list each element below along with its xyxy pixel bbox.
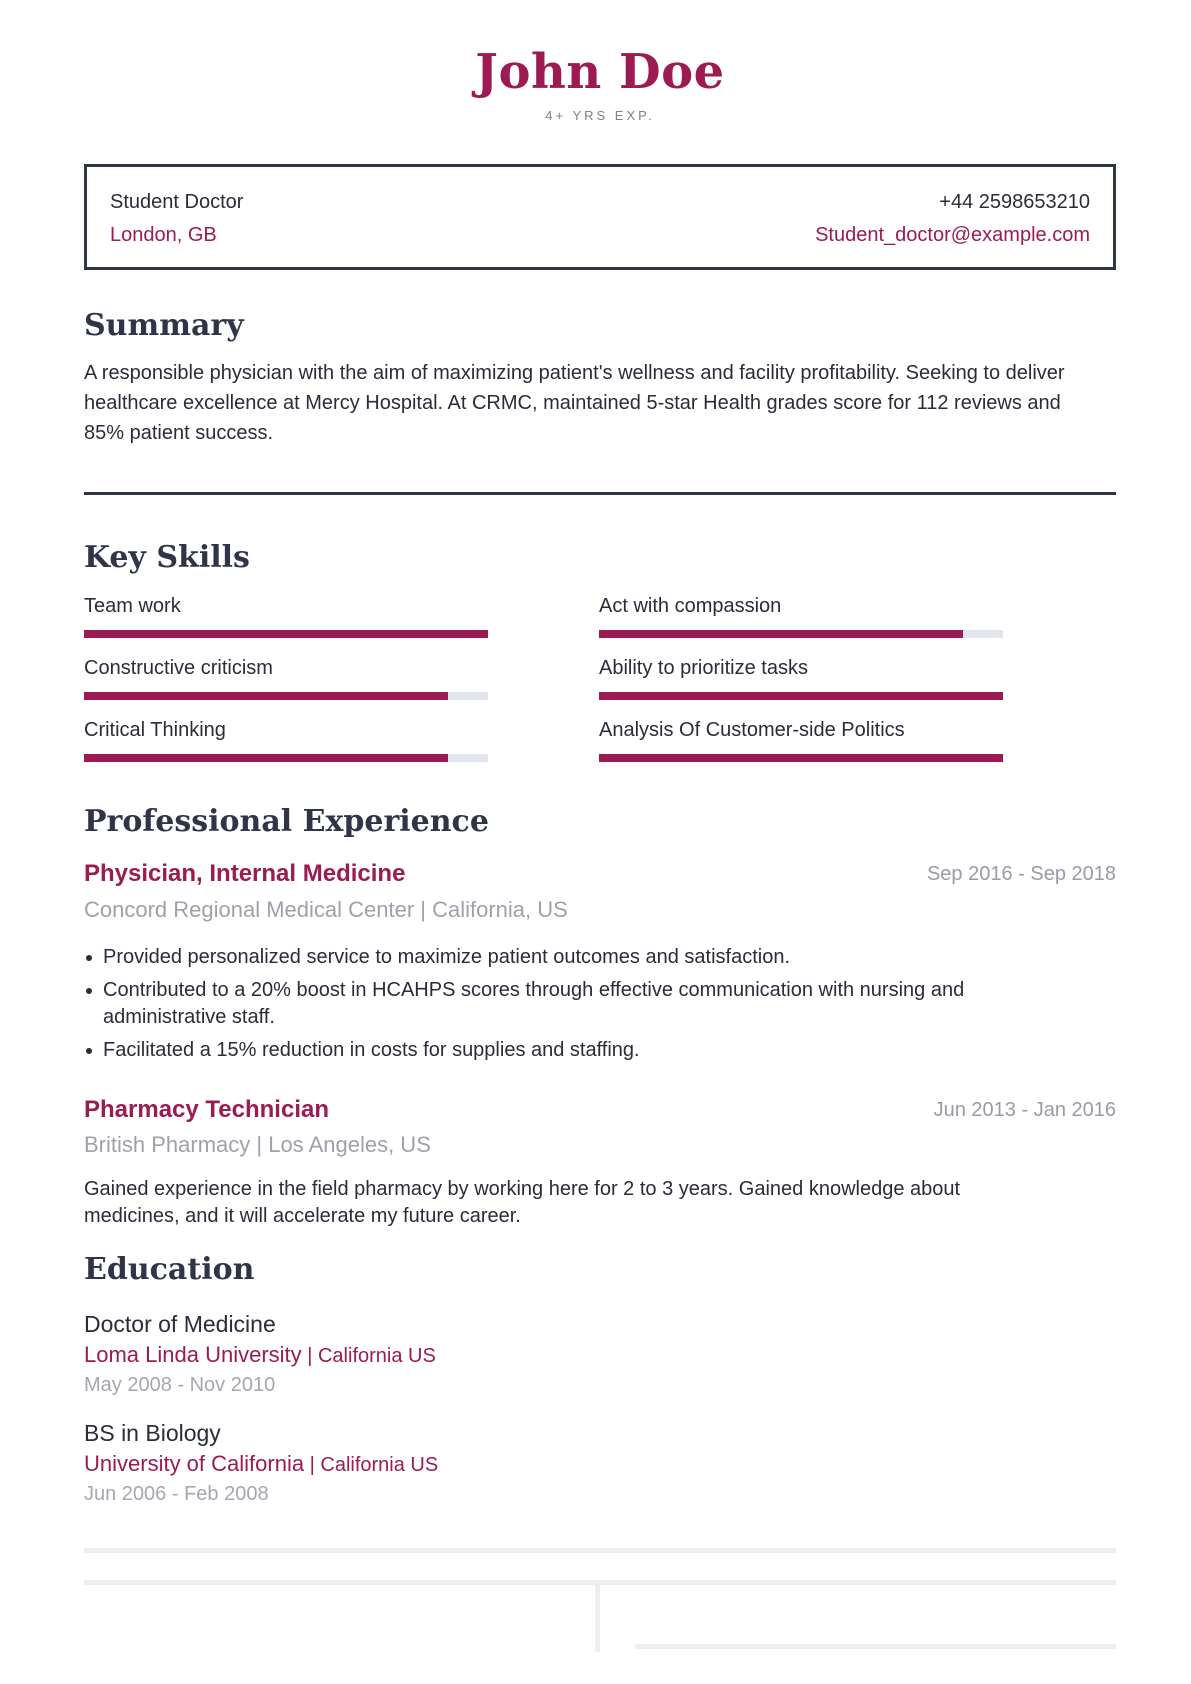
skill-item: [599, 655, 1003, 681]
edu-school: Loma Linda University: [84, 1342, 302, 1367]
skill-item: [599, 593, 1003, 619]
skill-bar-fill: [84, 630, 488, 638]
skill-label: Analysis Of Customer-side Politics: [599, 719, 905, 741]
skill-label: Critical Thinking: [84, 719, 226, 741]
job-description: Gained experience in the field pharmacy by working here for 2 to 3 years. Gained knowledge about medicines, and it will accelerate my future career.: [84, 1178, 961, 1227]
experience-years: 4+ YRS EXP.: [545, 108, 655, 123]
phone-text: +44 2598653210: [939, 191, 1090, 213]
summary-text: A responsible physician with the aim of maximizing patient's wellness and facility profitability. Seeking to deliver healthcare excellence at Mercy Hospital. At CRMC, maintained 5-star Health grades score for 112 reviews and 85% patient success.: [84, 362, 1065, 444]
skill-item: [84, 717, 488, 743]
edu-degree: Doctor of Medicine: [84, 1311, 276, 1337]
bullet-item: Contributed to a 20% boost in HCAHPS scores through effective communication with nursing and administrative staff.: [84, 977, 1044, 1031]
decorative-divider: [595, 1584, 600, 1652]
contact-box: [84, 164, 1116, 270]
skill-bar-fill: [599, 754, 1003, 762]
skill-bar-track: [84, 692, 488, 700]
edu-school-line: [84, 1451, 438, 1477]
role-text: Student Doctor: [110, 191, 244, 213]
job-title: Physician, Internal Medicine: [84, 860, 406, 887]
skill-label: Constructive criticism: [84, 657, 273, 679]
edu-degree: BS in Biology: [84, 1420, 221, 1446]
edu-school: University of California: [84, 1451, 305, 1476]
summary-heading: Summary: [84, 308, 244, 343]
skill-item: [84, 593, 488, 619]
edu-school-line: [84, 1342, 436, 1368]
job-dates: Jun 2013 - Jan 2016: [933, 1099, 1116, 1121]
skill-bar-fill: [84, 692, 448, 700]
skill-label: Team work: [84, 595, 181, 617]
bullet-item: Facilitated a 15% reduction in costs for supplies and staffing.: [84, 1037, 1044, 1064]
edu-place: California US: [320, 1454, 439, 1476]
contact-row-1: [110, 191, 1090, 214]
email-link[interactable]: Student_doctor@example.com: [815, 224, 1090, 246]
experience-heading: Professional Experience: [84, 804, 489, 839]
decorative-line: [84, 1580, 1116, 1585]
edu-dates: May 2008 - Nov 2010: [84, 1374, 276, 1396]
decorative-line: [635, 1644, 1116, 1649]
skills-heading: Key Skills: [84, 540, 250, 575]
location-text: London, GB: [110, 224, 217, 246]
skill-bar-track: [84, 630, 488, 638]
contact-row-2: [110, 224, 1090, 247]
skill-label: Ability to prioritize tasks: [599, 657, 808, 679]
edu-separator: |: [304, 1454, 321, 1476]
bullet-item: Provided personalized service to maximize patient outcomes and satisfaction.: [84, 944, 1044, 971]
skill-item: [84, 655, 488, 681]
edu-dates: Jun 2006 - Feb 2008: [84, 1483, 269, 1505]
skill-bar-track: [599, 754, 1003, 762]
edu-separator: |: [301, 1345, 318, 1367]
skill-item: [599, 717, 1003, 743]
skill-bar-track: [599, 692, 1003, 700]
decorative-line: [84, 1548, 1116, 1553]
job-bullets: [84, 944, 1044, 1070]
job-title: Pharmacy Technician: [84, 1096, 329, 1123]
candidate-name: John Doe: [475, 44, 725, 100]
skill-bar-fill: [599, 692, 1003, 700]
skill-label: Act with compassion: [599, 595, 782, 617]
resume-page: [84, 0, 1116, 1684]
skill-bar-track: [599, 630, 1003, 638]
skill-bar-fill: [84, 754, 448, 762]
section-divider: [84, 492, 1116, 495]
edu-place: California US: [317, 1345, 436, 1367]
skill-bar-track: [84, 754, 488, 762]
skill-bar-fill: [599, 630, 963, 638]
education-heading: Education: [84, 1252, 255, 1287]
job-dates: Sep 2016 - Sep 2018: [926, 863, 1116, 885]
job-company: Concord Regional Medical Center | California, US: [84, 897, 568, 922]
job-company: British Pharmacy | Los Angeles, US: [84, 1132, 431, 1157]
